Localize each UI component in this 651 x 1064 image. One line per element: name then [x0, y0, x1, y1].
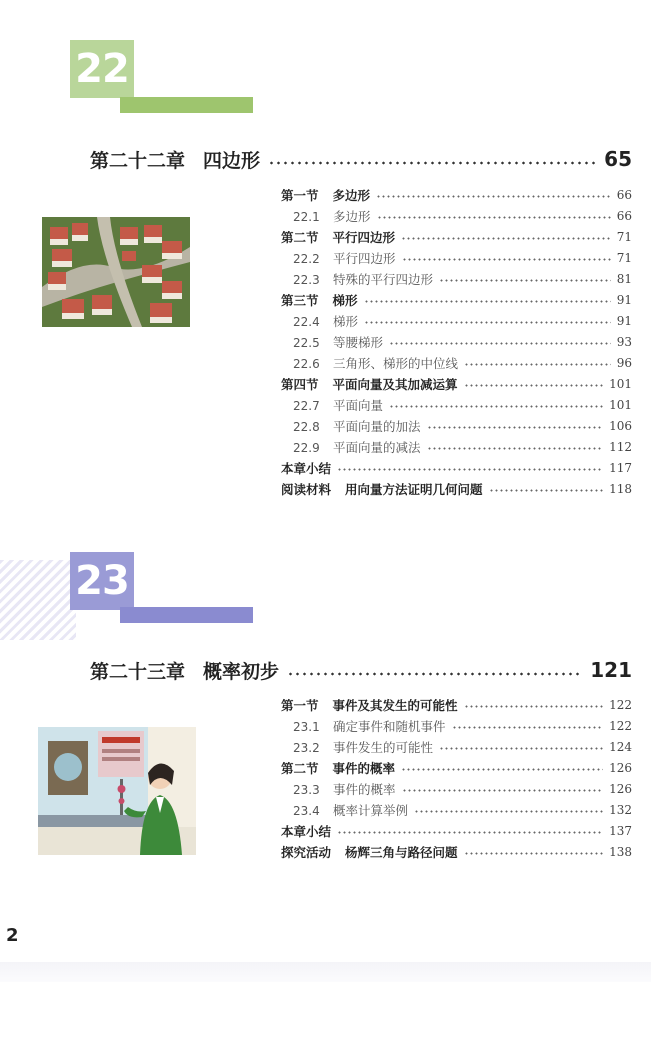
entry-title	[293, 417, 421, 435]
entry-name: 平面向量的加法	[333, 418, 421, 434]
chapter-badge-number: 22	[70, 40, 134, 98]
entry-name: 概率计算举例	[333, 802, 409, 818]
entry-title	[281, 480, 483, 498]
entry-number: 22.4	[293, 314, 320, 329]
entry-title	[293, 354, 458, 372]
entry-page-number: 126	[609, 781, 632, 796]
section-name: 平行四边形	[332, 229, 396, 245]
chapter-name: 概率初步	[203, 660, 280, 683]
dot-leader	[401, 768, 603, 771]
section-name: 用向量方法证明几何问题	[345, 481, 483, 497]
entry-title	[293, 717, 446, 735]
toc-section-entry[interactable]	[281, 373, 632, 394]
chapter-badge-number: 23	[70, 552, 134, 610]
toc-subsection-entry[interactable]	[281, 799, 632, 820]
entry-title	[281, 822, 331, 840]
toc-section-entry[interactable]	[281, 457, 632, 478]
section-name: 梯形	[332, 292, 358, 308]
toc-subsection-entry[interactable]	[281, 394, 632, 415]
entry-name: 特殊的平行四边形	[333, 271, 434, 287]
entry-name: 平行四边形	[333, 250, 396, 266]
toc-section-entry[interactable]	[281, 694, 632, 715]
section-name: 本章小结	[281, 823, 332, 839]
chapter-page-number: 121	[590, 658, 632, 682]
section-name: 事件的概率	[332, 760, 396, 776]
dot-leader	[268, 161, 596, 165]
entry-title	[281, 291, 358, 309]
chapter-label: 第二十三章	[90, 660, 186, 683]
entry-page-number: 66	[616, 208, 632, 223]
chapter-page-number: 65	[604, 147, 632, 171]
entry-title	[293, 312, 358, 330]
entry-title	[293, 801, 408, 819]
toc-section-entry[interactable]	[281, 184, 632, 205]
entry-number: 23.3	[293, 782, 320, 797]
entry-title	[293, 738, 433, 756]
entry-title	[281, 228, 395, 246]
toc-subsection-entry[interactable]	[281, 736, 632, 757]
entry-name: 平面向量	[333, 397, 384, 413]
dot-leader	[389, 342, 611, 345]
page-number: 2	[6, 925, 19, 946]
entry-name: 等腰梯形	[333, 334, 384, 350]
toc-section-entry[interactable]	[281, 820, 632, 841]
dot-leader	[337, 468, 603, 471]
entry-name: 多边形	[333, 208, 371, 224]
entry-title	[281, 696, 458, 714]
section-label: 探究活动	[281, 844, 332, 860]
dot-leader	[364, 300, 611, 303]
entry-page-number: 96	[616, 355, 632, 370]
entry-number: 22.5	[293, 335, 320, 350]
entry-page-number: 137	[609, 823, 632, 838]
chapter-22-toc	[281, 184, 632, 499]
entry-page-number: 66	[616, 187, 632, 202]
entry-number: 23.2	[293, 740, 320, 755]
toc-section-entry[interactable]	[281, 226, 632, 247]
entry-number: 22.8	[293, 419, 320, 434]
entry-page-number: 71	[616, 250, 632, 265]
entry-page-number: 91	[616, 313, 632, 328]
entry-number: 22.1	[293, 209, 320, 224]
dot-leader	[452, 726, 604, 729]
chapter-22-heading[interactable]	[90, 146, 632, 172]
toc-subsection-entry[interactable]	[281, 715, 632, 736]
entry-page-number: 81	[616, 271, 632, 286]
section-label: 第一节	[281, 697, 319, 713]
dot-leader	[364, 321, 611, 324]
dot-leader	[402, 258, 611, 261]
dot-leader	[389, 405, 603, 408]
dot-leader	[439, 279, 611, 282]
dot-leader	[489, 489, 604, 492]
section-name: 平面向量及其加减运算	[332, 376, 458, 392]
section-label: 第四节	[281, 376, 319, 392]
entry-name: 事件的概率	[333, 781, 396, 797]
dot-leader	[402, 789, 604, 792]
entry-name: 事件发生的可能性	[333, 739, 434, 755]
section-label: 第二节	[281, 229, 319, 245]
entry-number: 22.2	[293, 251, 320, 266]
entry-title	[293, 396, 383, 414]
chapter-name: 四边形	[203, 149, 261, 172]
toc-subsection-entry[interactable]	[281, 310, 632, 331]
entry-page-number: 132	[609, 802, 632, 817]
toc-section-entry[interactable]	[281, 289, 632, 310]
entry-name: 三角形、梯形的中位线	[333, 355, 459, 371]
entry-title	[281, 459, 331, 477]
entry-page-number: 71	[616, 229, 632, 244]
chapter-badge-bar	[120, 97, 253, 113]
entry-number: 22.6	[293, 356, 320, 371]
entry-title	[293, 270, 433, 288]
decorative-stripes	[0, 560, 76, 640]
dot-leader	[427, 426, 604, 429]
entry-name: 平面向量的减法	[333, 439, 421, 455]
page-bottom-band	[0, 962, 651, 982]
section-name: 多边形	[332, 187, 371, 203]
entry-page-number: 124	[609, 739, 632, 754]
toc-section-entry[interactable]	[281, 841, 632, 862]
section-name: 杨辉三角与路径问题	[345, 844, 458, 860]
entry-name: 梯形	[333, 313, 359, 329]
section-name: 事件及其发生的可能性	[332, 697, 458, 713]
entry-title	[281, 843, 458, 861]
chapter-23-toc	[281, 694, 632, 862]
chapter-23-heading[interactable]	[90, 657, 632, 683]
entry-title	[281, 759, 395, 777]
entry-name: 确定事件和随机事件	[333, 718, 446, 734]
dot-leader	[464, 363, 611, 366]
toc-subsection-entry[interactable]	[281, 436, 632, 457]
dot-leader	[337, 831, 603, 834]
dot-leader	[414, 810, 603, 813]
entry-title	[281, 375, 458, 393]
entry-page-number: 101	[609, 397, 632, 412]
probability-illustration	[38, 727, 196, 855]
section-label: 第三节	[281, 292, 319, 308]
toc-subsection-entry[interactable]	[281, 268, 632, 289]
dot-leader	[376, 195, 611, 198]
entry-page-number: 91	[616, 292, 632, 307]
entry-page-number: 122	[609, 718, 632, 733]
villas-aerial-photo	[42, 217, 190, 327]
entry-number: 22.9	[293, 440, 320, 455]
entry-title	[293, 438, 421, 456]
section-label: 第二节	[281, 760, 319, 776]
entry-number: 23.1	[293, 719, 320, 734]
toc-subsection-entry[interactable]	[281, 415, 632, 436]
dot-leader	[377, 216, 611, 219]
entry-page-number: 138	[609, 844, 632, 859]
entry-title	[293, 207, 371, 225]
toc-subsection-entry[interactable]	[281, 247, 632, 268]
dot-leader	[287, 672, 582, 676]
entry-title	[293, 780, 396, 798]
toc-subsection-entry[interactable]	[281, 331, 632, 352]
entry-number: 22.7	[293, 398, 320, 413]
entry-page-number: 117	[609, 460, 632, 475]
section-label: 第一节	[281, 187, 319, 203]
entry-page-number: 93	[616, 334, 632, 349]
section-label: 阅读材料	[281, 481, 332, 497]
dot-leader	[464, 705, 604, 708]
dot-leader	[464, 384, 604, 387]
dot-leader	[464, 852, 604, 855]
entry-number: 23.4	[293, 803, 320, 818]
entry-page-number: 122	[609, 697, 632, 712]
toc-subsection-entry[interactable]	[281, 205, 632, 226]
toc-subsection-entry[interactable]	[281, 352, 632, 373]
entry-title	[293, 333, 383, 351]
entry-page-number: 106	[609, 418, 632, 433]
dot-leader	[401, 237, 611, 240]
chapter-badge-bar	[120, 607, 253, 623]
toc-section-entry[interactable]	[281, 757, 632, 778]
entry-number: 22.3	[293, 272, 320, 287]
dot-leader	[427, 447, 604, 450]
toc-subsection-entry[interactable]	[281, 778, 632, 799]
entry-title	[281, 186, 370, 204]
entry-page-number: 126	[609, 760, 632, 775]
entry-page-number: 118	[609, 481, 632, 496]
entry-page-number: 101	[609, 376, 632, 391]
chapter-label: 第二十二章	[90, 149, 186, 172]
dot-leader	[439, 747, 603, 750]
section-name: 本章小结	[281, 460, 332, 476]
toc-section-entry[interactable]	[281, 478, 632, 499]
entry-title	[293, 249, 396, 267]
entry-page-number: 112	[609, 439, 632, 454]
